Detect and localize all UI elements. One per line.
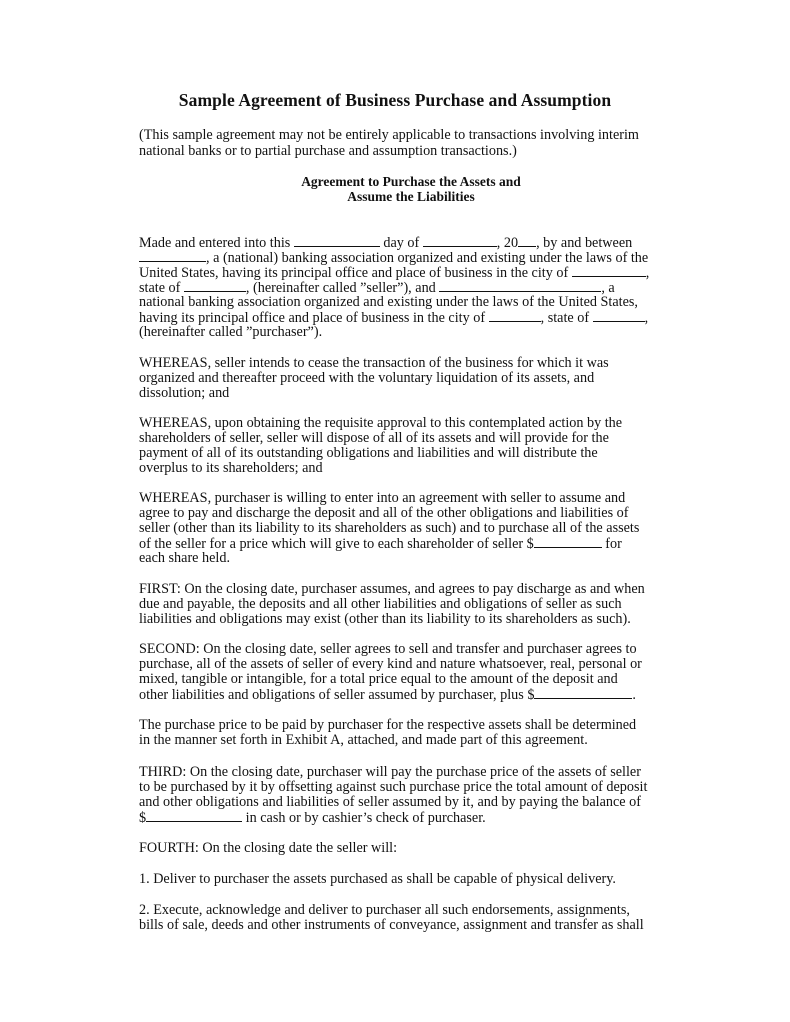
item-2-line-1: 2. Execute, acknowledge and deliver to purchaser all such endorsements, assignments, (139, 902, 630, 918)
whereas1-line-3: dissolution; and (139, 385, 230, 401)
section-heading-line-1: Agreement to Purchase the Assets and (301, 174, 521, 189)
whereas1-line-2: organized and thereafter proceed with the voluntary liquidation of its assets, and (139, 370, 595, 386)
second-line-1: SECOND: On the closing date, seller agrees to sell and transfer and purchaser agrees to (139, 641, 637, 657)
intro-line-3: United States, having its principal office and place of business in the city of , (139, 265, 650, 281)
blank-balance-amount[interactable] (146, 809, 242, 822)
blank-plus-amount[interactable] (534, 686, 632, 699)
second-line-3: mixed, tangible or intangible, for a total price equal to the amount of the deposit and (139, 671, 618, 687)
intro-line-1: Made and entered into this day of , 20 , by and between (139, 235, 633, 251)
whereas3-line-5: each share held. (139, 550, 230, 566)
document-title: Sample Agreement of Business Purchase and Assumption (178, 90, 612, 110)
blank-seller-city[interactable] (572, 264, 646, 277)
first-line-1: FIRST: On the closing date, purchaser assumes, and agrees to pay discharge as and when (139, 581, 645, 597)
fourth-heading: FOURTH: On the closing date the seller will: (139, 840, 398, 856)
blank-purchaser-name[interactable] (439, 279, 601, 292)
section-heading-line-2: Assume the Liabilities (347, 189, 475, 204)
blank-purchaser-state[interactable] (593, 309, 645, 322)
intro-line-6: having its principal office and place of business in the city of , state of , (139, 310, 649, 326)
first-line-2: due and payable, the deposits and all other liabilities and obligations of seller as such (139, 596, 622, 612)
whereas3-line-2: agree to pay and discharge the deposit and all of the other obligations and liabilities of (139, 505, 629, 521)
third-line-1: THIRD: On the closing date, purchaser will pay the purchase price of the assets of seller (139, 764, 641, 780)
whereas2-line-3: payment of all of its outstanding obligations and liabilities and will distribute the (139, 445, 598, 461)
intro-line-5: national banking association organized and existing under the laws of the United States, (139, 294, 638, 310)
second-line-4: other liabilities and obligations of seller assumed by purchaser, plus $ . (139, 687, 636, 703)
whereas1-line-1: WHEREAS, seller intends to cease the transaction of the business for which it was (139, 355, 609, 371)
third-line-2: to be purchased by it by offsetting against such purchase price the total amount of deposit (139, 779, 648, 795)
whereas3-line-4: of the seller for a price which will give to each shareholder of seller $ for (139, 536, 622, 552)
note-line-2: national banks or to partial purchase and assumption transactions.) (139, 143, 517, 159)
whereas3-line-3: seller (other than its liability to its shareholders as such) and to purchase all of the assets (139, 520, 640, 536)
item-1: 1. Deliver to purchaser the assets purchased as shall be capable of physical delivery. (139, 871, 616, 887)
whereas3-line-1: WHEREAS, purchaser is willing to enter into an agreement with seller to assume and (139, 490, 626, 506)
blank-seller-state[interactable] (184, 279, 246, 292)
second-line-2: purchase, all of the assets of seller of every kind and nature whatsoever, real, personal or (139, 656, 642, 672)
intro-line-4: state of , (hereinafter called ”seller”), and , a (139, 280, 615, 296)
intro-line-7: (hereinafter called ”purchaser”). (139, 324, 323, 340)
note-line-1: (This sample agreement may not be entirely applicable to transactions involving interim (139, 127, 639, 143)
whereas2-line-4: overplus to its shareholders; and (139, 460, 323, 476)
blank-day[interactable] (294, 234, 380, 247)
intro-line-2: , a (national) banking association organized and existing under the laws of the (139, 249, 648, 266)
blank-month[interactable] (423, 234, 497, 247)
blank-purchaser-city[interactable] (489, 309, 541, 322)
blank-seller-name[interactable] (139, 249, 206, 262)
item-2-line-2: bills of sale, deeds and other instruments of conveyance, assignment and transfer as shall (139, 917, 644, 933)
blank-price-per-share[interactable] (534, 535, 602, 548)
purchase-price-line-2: in the manner set forth in Exhibit A, attached, and made part of this agreement. (139, 732, 588, 748)
purchase-price-line-1: The purchase price to be paid by purchaser for the respective assets shall be determined (139, 717, 637, 733)
first-line-3: liabilities and obligations may exist (other than its liability to its shareholders as such). (139, 611, 631, 627)
blank-year[interactable] (518, 234, 536, 247)
whereas2-line-1: WHEREAS, upon obtaining the requisite approval to this contemplated action by the (139, 415, 623, 431)
third-line-3: and other obligations and liabilities of seller assumed by it, and by paying the balance of (139, 794, 641, 810)
whereas2-line-2: shareholders of seller, seller will dispose of all of its assets and will provide for the (139, 430, 609, 446)
third-line-4: $ in cash or by cashier’s check of purchaser. (139, 810, 486, 826)
